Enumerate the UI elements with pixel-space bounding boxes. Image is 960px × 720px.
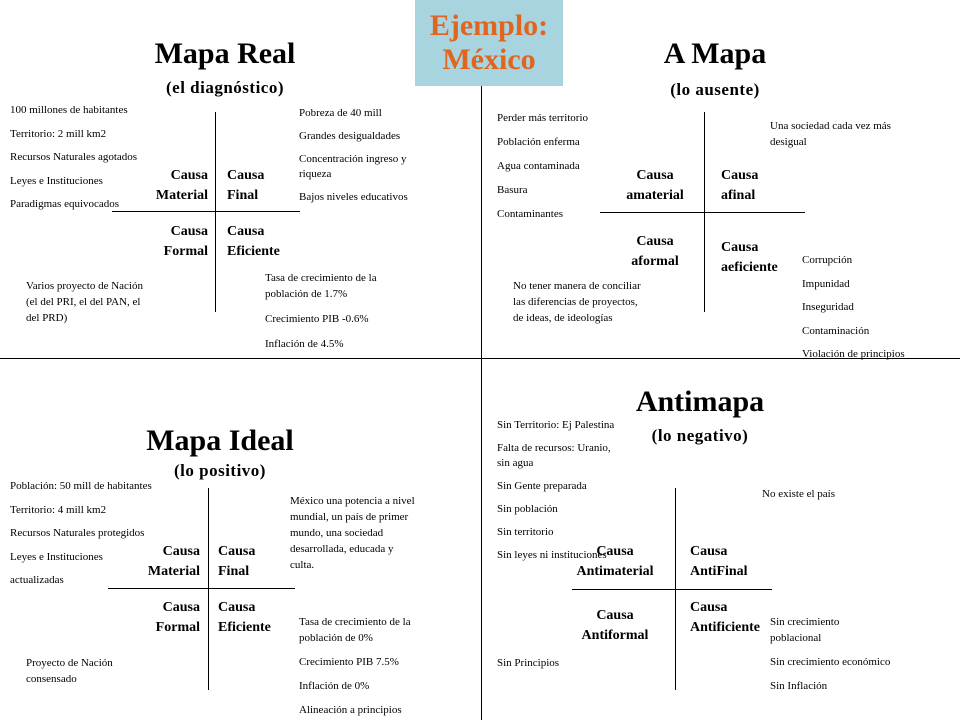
list-item: Pobreza de 40 mill	[299, 107, 382, 119]
list-item: 100 millones de habitantes	[10, 104, 128, 116]
list-item: Concentración ingreso y	[299, 153, 407, 165]
list-item: Basura	[497, 184, 528, 196]
amapa-bottom-right	[802, 249, 905, 367]
real-cross-horizontal	[112, 211, 300, 212]
amapa-subtitle: (lo ausente)	[670, 80, 760, 99]
ideal-cause-material: Causa Material	[147, 544, 200, 579]
amapa-cause-formal: Causa aformal	[631, 234, 679, 269]
list-item: Contaminación	[802, 324, 870, 337]
example-title-line1: Ejemplo:	[429, 9, 549, 42]
example-title-box	[415, 0, 563, 86]
list-item: Leyes e Instituciones	[10, 550, 103, 563]
real-left-list	[10, 99, 137, 217]
amapa-cross-horizontal	[600, 212, 805, 213]
list-item: actualizadas	[10, 574, 64, 586]
real-cause-eficiente: Causa Eficiente	[227, 224, 280, 259]
real-subtitle: (el diagnóstico)	[165, 78, 285, 97]
amapa-cause-final: Causa afinal	[721, 168, 759, 203]
real-cause-formal: Causa Formal	[163, 224, 208, 259]
list-item: Perder más territorio	[497, 112, 589, 124]
real-right-list	[299, 102, 408, 209]
ideal-bottom-left: Proyecto de Nación consensado	[26, 657, 113, 685]
ideal-left-list	[10, 475, 152, 593]
ideal-bottom-right: Tasa de crecimiento de la población de 0% Crecimiento PIB 7.5% Inflación de 0% Alineación a principios	[299, 616, 411, 716]
amapa-bottom-left: No tener manera de conciliar las diferencias de proyectos, de ideas, de ideologías	[513, 280, 641, 324]
antimapa-cause-final: Causa AntiFinal	[690, 544, 748, 579]
list-item: Sin población	[497, 503, 558, 515]
list-item: Sin leyes ni instituciones	[497, 549, 607, 561]
amapa-top-right: Una sociedad cada vez más desigual	[770, 120, 891, 148]
real-title: Mapa Real	[154, 37, 296, 70]
real-cause-material: Causa Material	[155, 168, 208, 203]
real-cause-final: Causa Final	[227, 168, 265, 203]
amapa-cause-material: Causa amaterial	[626, 168, 684, 203]
list-item: Sin Territorio: Ej Palestina	[497, 419, 615, 431]
antimapa-cross-horizontal	[572, 589, 772, 590]
list-item: Inseguridad	[802, 301, 854, 313]
ideal-subtitle: (lo positivo)	[174, 461, 266, 480]
real-bottom-left: Varios proyecto de Nación (el del PRI, el del PAN, el del PRD)	[26, 280, 143, 324]
antimapa-cause-material: Causa Antimaterial	[576, 544, 654, 579]
list-item: Corrupción	[802, 254, 853, 266]
ideal-cause-final: Causa Final	[218, 544, 256, 579]
list-item: Recursos Naturales agotados	[10, 151, 138, 163]
list-item: Sin Gente preparada	[497, 480, 587, 492]
vertical-divider	[481, 86, 482, 720]
antimapa-cause-eficiente: Causa Antificiente	[690, 600, 760, 635]
list-item: Impunidad	[802, 277, 850, 290]
list-item: Población: 50 mill de habitantes	[10, 480, 152, 492]
antimapa-subtitle: (lo negativo)	[651, 426, 749, 445]
antimapa-left-list	[497, 414, 614, 567]
list-item: Territorio: 2 mill km2	[10, 127, 107, 140]
list-item: Leyes e Instituciones	[10, 174, 103, 187]
list-item: Violación de principios	[802, 348, 905, 360]
list-item: Sin territorio	[497, 526, 554, 538]
list-item: Bajos niveles educativos	[299, 191, 408, 203]
real-cross-vertical	[215, 112, 216, 312]
real-bottom-right: Tasa de crecimiento de la población de 1.7% Crecimiento PIB -0.6% Inflación de 4.5%	[265, 272, 377, 350]
list-item: sin agua	[497, 457, 534, 469]
ideal-cross-vertical	[208, 488, 209, 690]
ideal-right-text: México una potencia a nivel mundial, un país de primer mundo, una sociedad desarrollada, educada y culta.	[290, 495, 415, 571]
ideal-title: Mapa Ideal	[146, 424, 294, 457]
antimapa-cause-formal: Causa Antiformal	[581, 608, 649, 643]
list-item: Falta de recursos: Uranio,	[497, 442, 611, 454]
list-item: Grandes desigualdades	[299, 130, 401, 142]
list-item: riqueza	[299, 168, 332, 180]
ideal-cause-formal: Causa Formal	[155, 600, 200, 635]
list-item: Territorio: 4 mill km2	[10, 503, 107, 516]
list-item: Agua contaminada	[497, 160, 580, 172]
antimapa-title: Antimapa	[635, 385, 765, 418]
list-item: Paradigmas equivocados	[10, 198, 120, 210]
example-title-line2: México	[442, 43, 536, 76]
list-item: Recursos Naturales protegidos	[10, 527, 145, 539]
antimapa-bottom-right: Sin crecimiento poblacional Sin crecimiento económico Sin Inflación	[770, 616, 891, 692]
amapa-cause-eficiente: Causa aeficiente	[721, 240, 778, 275]
ideal-cause-eficiente: Causa Eficiente	[218, 600, 271, 635]
antimapa-bottom-left: Sin Principios	[497, 657, 560, 669]
list-item: Contaminantes	[497, 208, 563, 220]
antimapa-top-right: No existe el país	[762, 488, 836, 500]
amapa-title: A Mapa	[663, 37, 767, 70]
amapa-left-list	[497, 106, 588, 226]
list-item: Población enferma	[497, 136, 580, 148]
